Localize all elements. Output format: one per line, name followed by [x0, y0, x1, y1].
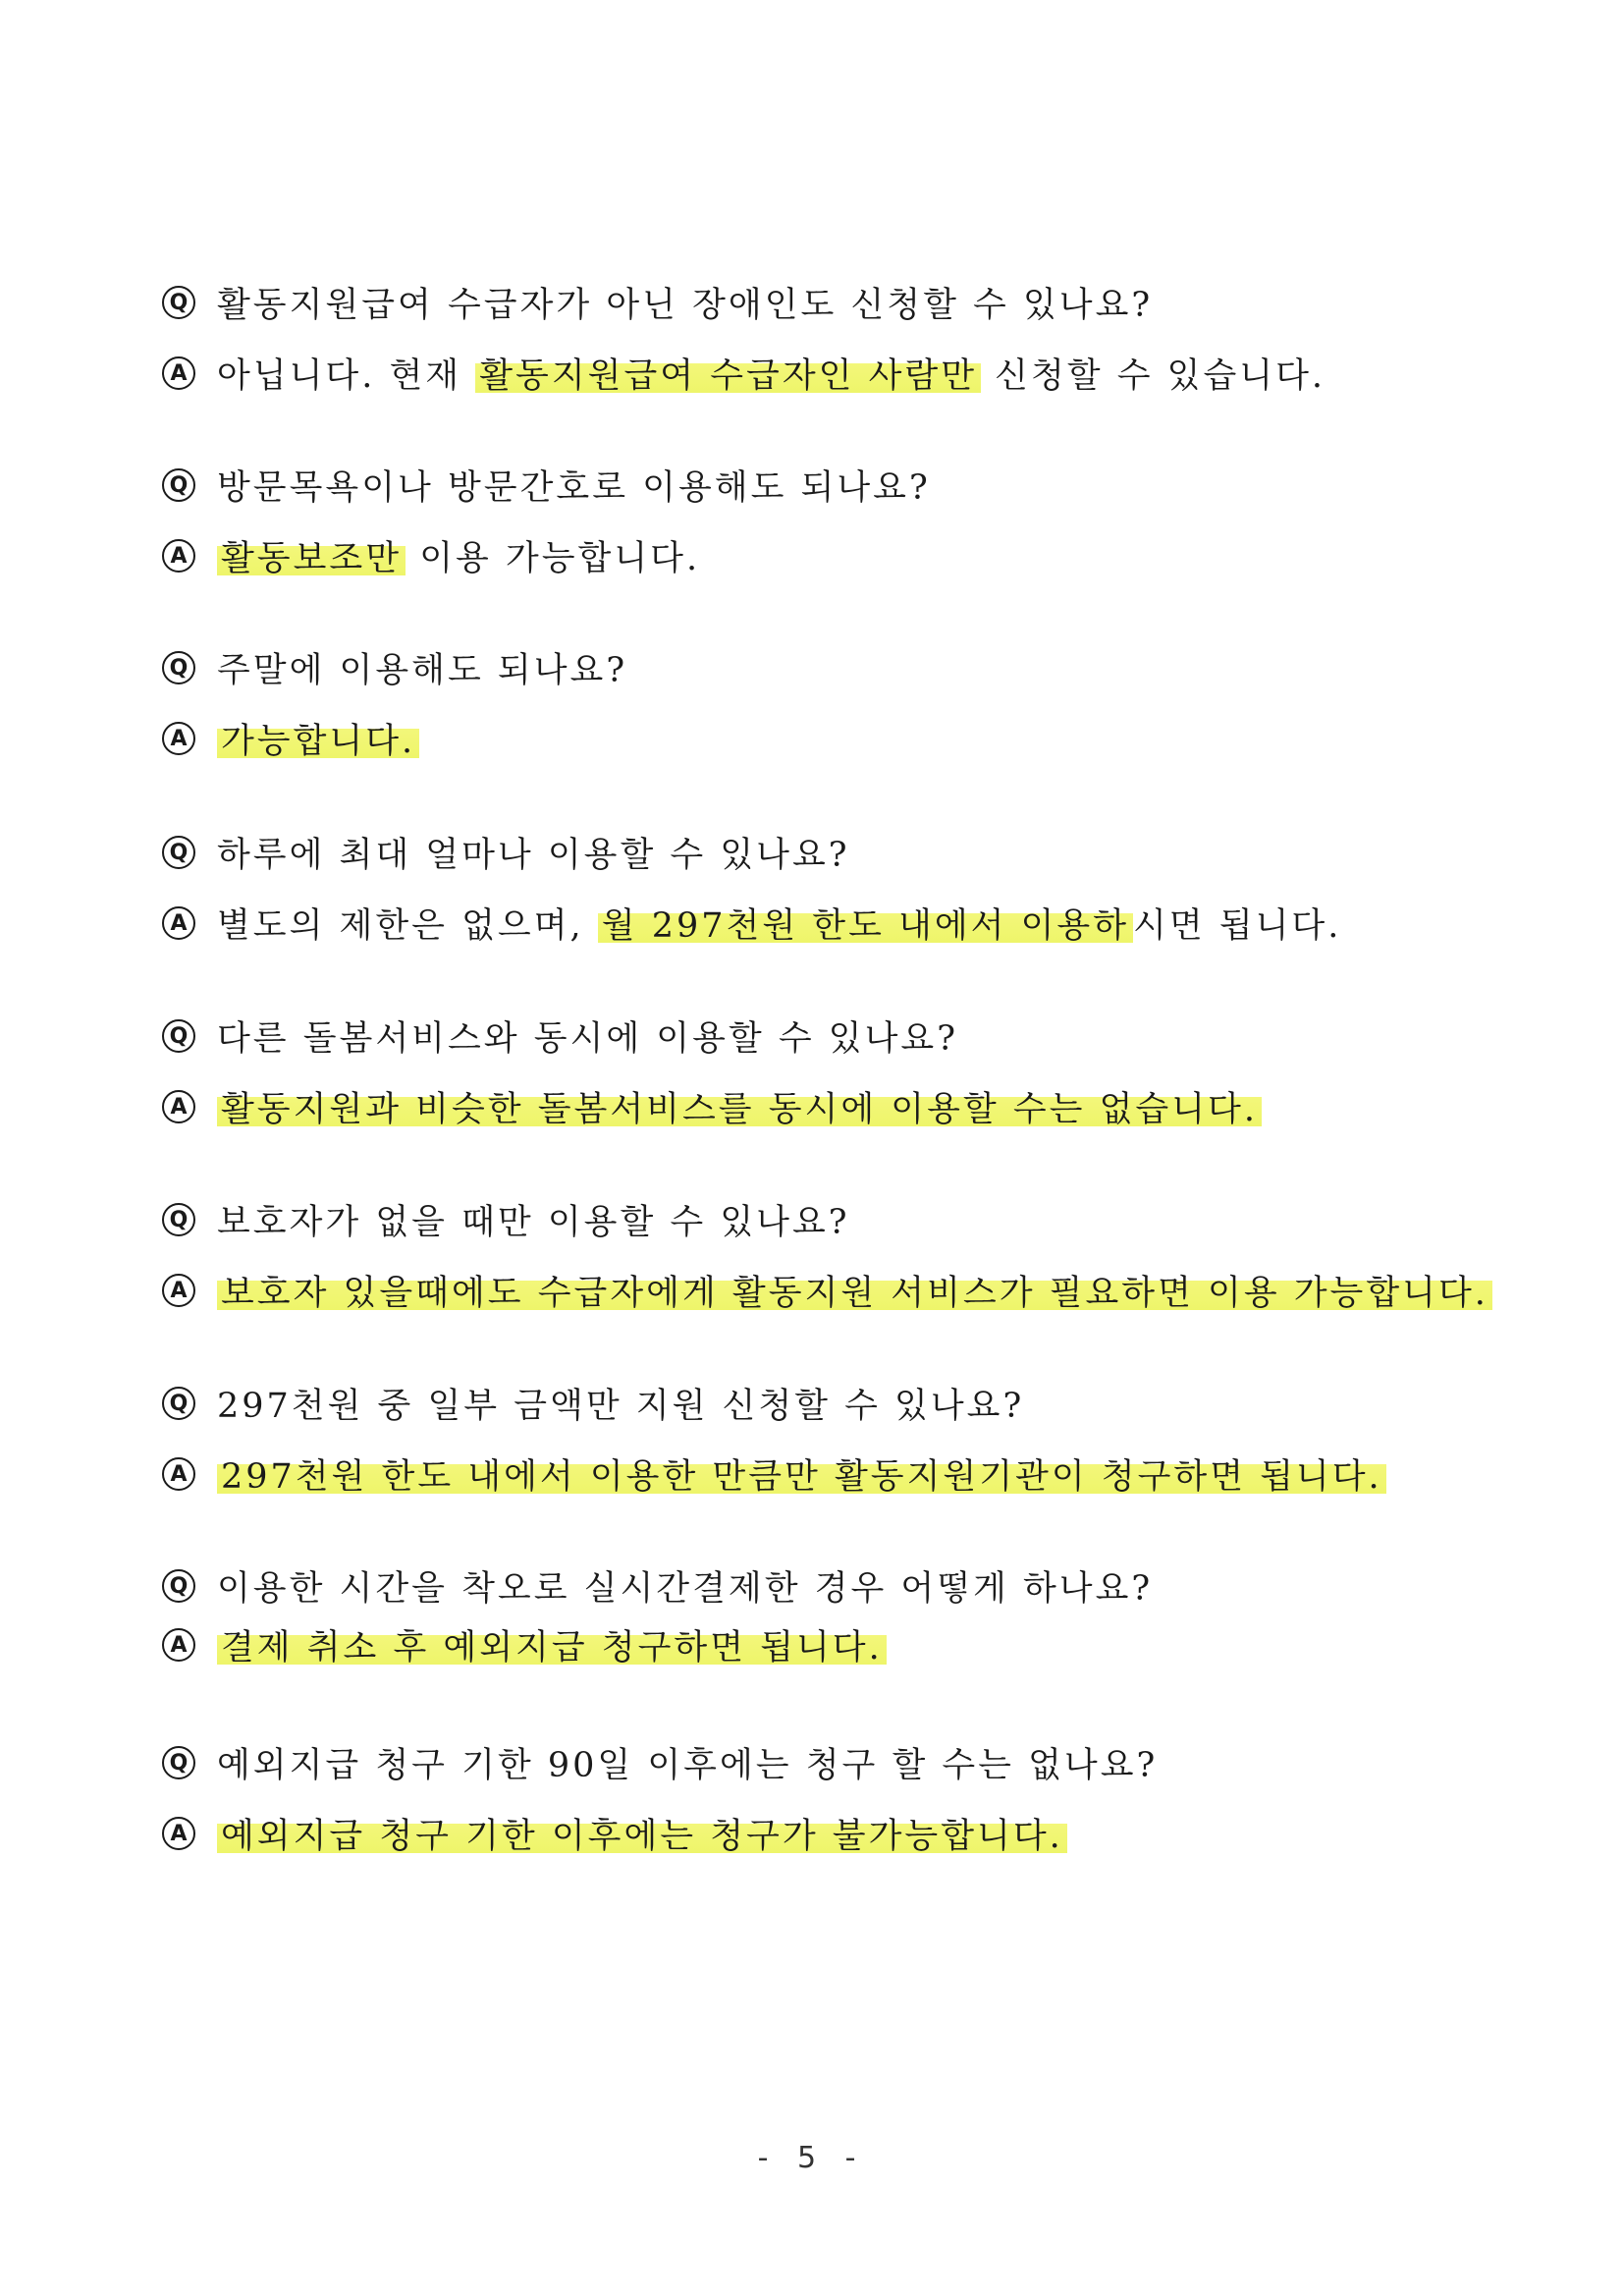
question-mark-icon: Q — [162, 1569, 195, 1603]
question-mark-icon: Q — [162, 468, 195, 502]
question-text: 297천원 중 일부 금액만 지원 신청할 수 있나요? — [217, 1387, 1025, 1426]
answer-text — [217, 714, 419, 763]
question-mark-icon: Q — [162, 286, 195, 319]
highlight: 활동보조만 — [217, 539, 406, 578]
question-line — [162, 1195, 1537, 1244]
question-text: 방문목욕이나 방문간호로 이용해도 되나요? — [217, 468, 931, 508]
highlight: 활동지원과 비슷한 돌봄서비스를 동시에 이용할 수는 없습니다. — [217, 1090, 1262, 1129]
question-line — [162, 278, 1537, 327]
question-line — [162, 461, 1537, 510]
answer-text — [217, 1082, 1262, 1131]
answer-line — [162, 531, 1537, 580]
answer-mark-icon: A — [162, 1090, 195, 1123]
highlight: 예외지급 청구 기한 이후에는 청구가 불가능합니다. — [217, 1817, 1067, 1856]
answer-line — [162, 714, 1537, 763]
answer-line — [162, 349, 1537, 398]
answer-text — [217, 1809, 1067, 1858]
answer-mark-icon: A — [162, 1817, 195, 1850]
highlight: 297천원 한도 내에서 이용한 만큼만 활동지원기관이 청구하면 됩니다. — [217, 1457, 1386, 1497]
answer-line — [162, 1620, 1537, 1669]
qa-item-6 — [162, 1195, 1537, 1315]
question-line — [162, 828, 1537, 877]
qa-item-2 — [162, 461, 1537, 580]
qa-item-5 — [162, 1011, 1537, 1131]
answer-mark-icon: A — [162, 1274, 195, 1307]
answer-line — [162, 899, 1537, 948]
answer-mark-icon: A — [162, 356, 195, 390]
qa-item-1 — [162, 278, 1537, 398]
qa-item-7 — [162, 1379, 1537, 1499]
question-mark-icon: Q — [162, 1203, 195, 1236]
highlight: 보호자 있을때에도 수급자에게 활동지원 서비스가 필요하면 이용 가능합니다. — [217, 1274, 1492, 1313]
question-text: 다른 돌봄서비스와 동시에 이용할 수 있나요? — [217, 1019, 958, 1059]
question-text: 예외지급 청구 기한 90일 이후에는 청구 할 수는 없나요? — [217, 1746, 1159, 1785]
question-text: 하루에 최대 얼마나 이용할 수 있나요? — [217, 836, 850, 875]
answer-text — [217, 1266, 1492, 1315]
highlight: 활동지원급여 수급자인 사람만 — [475, 356, 981, 396]
question-mark-icon: Q — [162, 651, 195, 684]
qa-item-4 — [162, 828, 1537, 948]
answer-mark-icon: A — [162, 539, 195, 573]
question-line — [162, 1738, 1537, 1787]
qa-item-3 — [162, 643, 1537, 763]
question-mark-icon: Q — [162, 1387, 195, 1420]
answer-text — [217, 1620, 887, 1669]
answer-line — [162, 1449, 1537, 1499]
answer-mark-icon: A — [162, 906, 195, 940]
question-mark-icon: Q — [162, 1019, 195, 1053]
answer-mark-icon: A — [162, 722, 195, 755]
question-line — [162, 643, 1537, 692]
answer-line — [162, 1809, 1537, 1858]
answer-text: 활동보조만 이용 가능합니다. — [217, 531, 700, 580]
page-number: - 5 - — [757, 2141, 866, 2175]
question-text: 보호자가 없을 때만 이용할 수 있나요? — [217, 1203, 850, 1242]
answer-mark-icon: A — [162, 1457, 195, 1491]
question-line — [162, 1011, 1537, 1061]
question-text: 주말에 이용해도 되나요? — [217, 651, 628, 690]
question-mark-icon: Q — [162, 836, 195, 869]
qa-item-8 — [162, 1561, 1537, 1669]
question-mark-icon: Q — [162, 1746, 195, 1779]
highlight: 결제 취소 후 예외지급 청구하면 됩니다. — [217, 1628, 887, 1667]
question-line — [162, 1561, 1537, 1611]
highlight: 가능합니다. — [217, 722, 419, 761]
answer-line — [162, 1266, 1537, 1315]
question-line — [162, 1379, 1537, 1428]
answer-text: 별도의 제한은 없으며, 월 297천원 한도 내에서 이용하 시면 됩니다. — [217, 906, 1342, 946]
question-text: 활동지원급여 수급자가 아닌 장애인도 신청할 수 있나요? — [217, 286, 1154, 325]
answer-line — [162, 1082, 1537, 1131]
answer-text: 아닙니다. 현재 활동지원급여 수급자인 사람만 신청할 수 있습니다. — [217, 356, 1326, 396]
answer-text — [217, 1449, 1386, 1499]
question-text: 이용한 시간을 착오로 실시간결제한 경우 어떻게 하나요? — [217, 1569, 1154, 1609]
highlight: 월 297천원 한도 내에서 이용하 — [598, 906, 1133, 946]
answer-mark-icon: A — [162, 1628, 195, 1662]
qa-item-9 — [162, 1738, 1537, 1858]
